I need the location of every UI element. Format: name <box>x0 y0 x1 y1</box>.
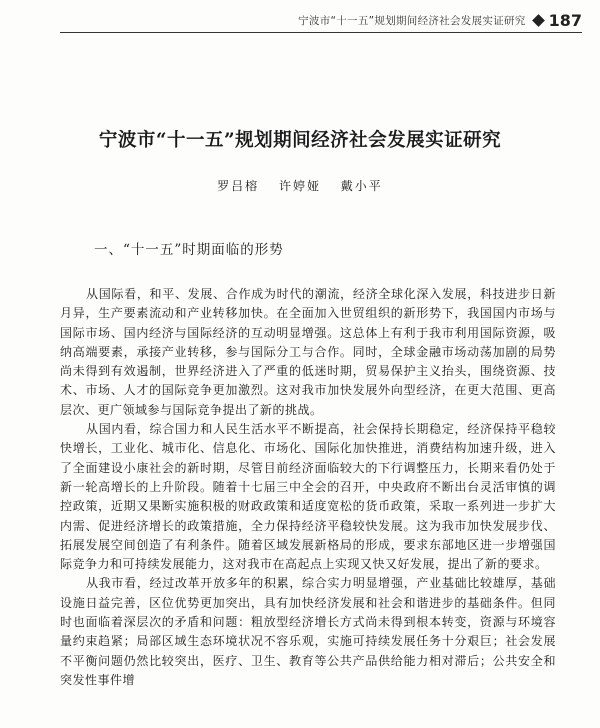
running-header <box>60 8 582 33</box>
page-number: 187 <box>548 10 582 30</box>
section-heading: 一、“十一五”时期面临的形势 <box>94 242 284 258</box>
paragraph-international: 从国际看，和平、发展、合作成为时代的潮流，经济全球化深入发展，科技进步日新月异，生产要素流动和产业转移加快。在全面加入世贸组织的新形势下，我国国内市场与国际市场、国内经济与国际经济的互动明显增强。这总体上有利于我市利用国际资源，吸纳高端要素，承接产业转移，参与国际分工与合作。同时，全球金融市场动荡加剧的局势尚未得到有效遏制，世界经济进入了严重的低迷时期，贸易保护主义抬头，围绕资源、技术、市场、人才的国际竞争更加激烈。这对我市加快发展外向型经济，在更大范围、更高层次、更广领域参与国际竞争提出了新的挑战。 <box>60 287 556 417</box>
paragraph-domestic: 从国内看，综合国力和人民生活水平不断提高，社会保持长期稳定，经济保持平稳较快增长，工业化、城市化、信息化、市场化、国际化加快推进，消费结构加速升级，进入了全面建设小康社会的新时期，尽管目前经济面临较大的下行调整压力，长期来看仍处于新一轮高增长的上升阶段。随着十七届三中全会的召开，中央政府不断出台灵活审慎的调控政策，近期又果断实施积极的财政政策和适度宽松的货币政策，采取一系列进一步扩大内需、促进经济增长的政策措施，全力保持经济平稳较快发展。这为我市加快发展步伐、拓展发展空间创造了有利条件。随着区域发展新格局的形成，要求东部地区进一步增强国际竞争力和可持续发展能力，这对我市在高起点上实现又快又好发展，提出了新的要求。 <box>60 422 556 572</box>
diamond-icon <box>532 14 545 27</box>
running-title: 宁波市“十一五”规划期间经济社会发展实证研究 <box>298 14 526 27</box>
article-body <box>60 285 556 690</box>
article-authors: 罗吕榕 许婷娅 戴小平 <box>217 179 383 193</box>
paragraph-local: 从我市看，经过改革开放多年的积累，综合实力明显增强，产业基础比较雄厚，基础设施日益完善，区位优势更加突出，具有加快经济发展和社会和谐进步的基础条件。但同时也面临着深层次的矛盾和问题：粗放型经济增长方式尚未得到根本转变，资源与环境容量约束趋紧；局部区域生态环境状况不容乐观，实施可持续发展任务十分艰巨；社会发展不平衡问题仍然比较突出，医疗、卫生、教育等公共产品供给能力相对滞后；公共安全和突发性事件增 <box>60 576 556 687</box>
article-title: 宁波市“十一五”规划期间经济社会发展实证研究 <box>98 130 502 151</box>
